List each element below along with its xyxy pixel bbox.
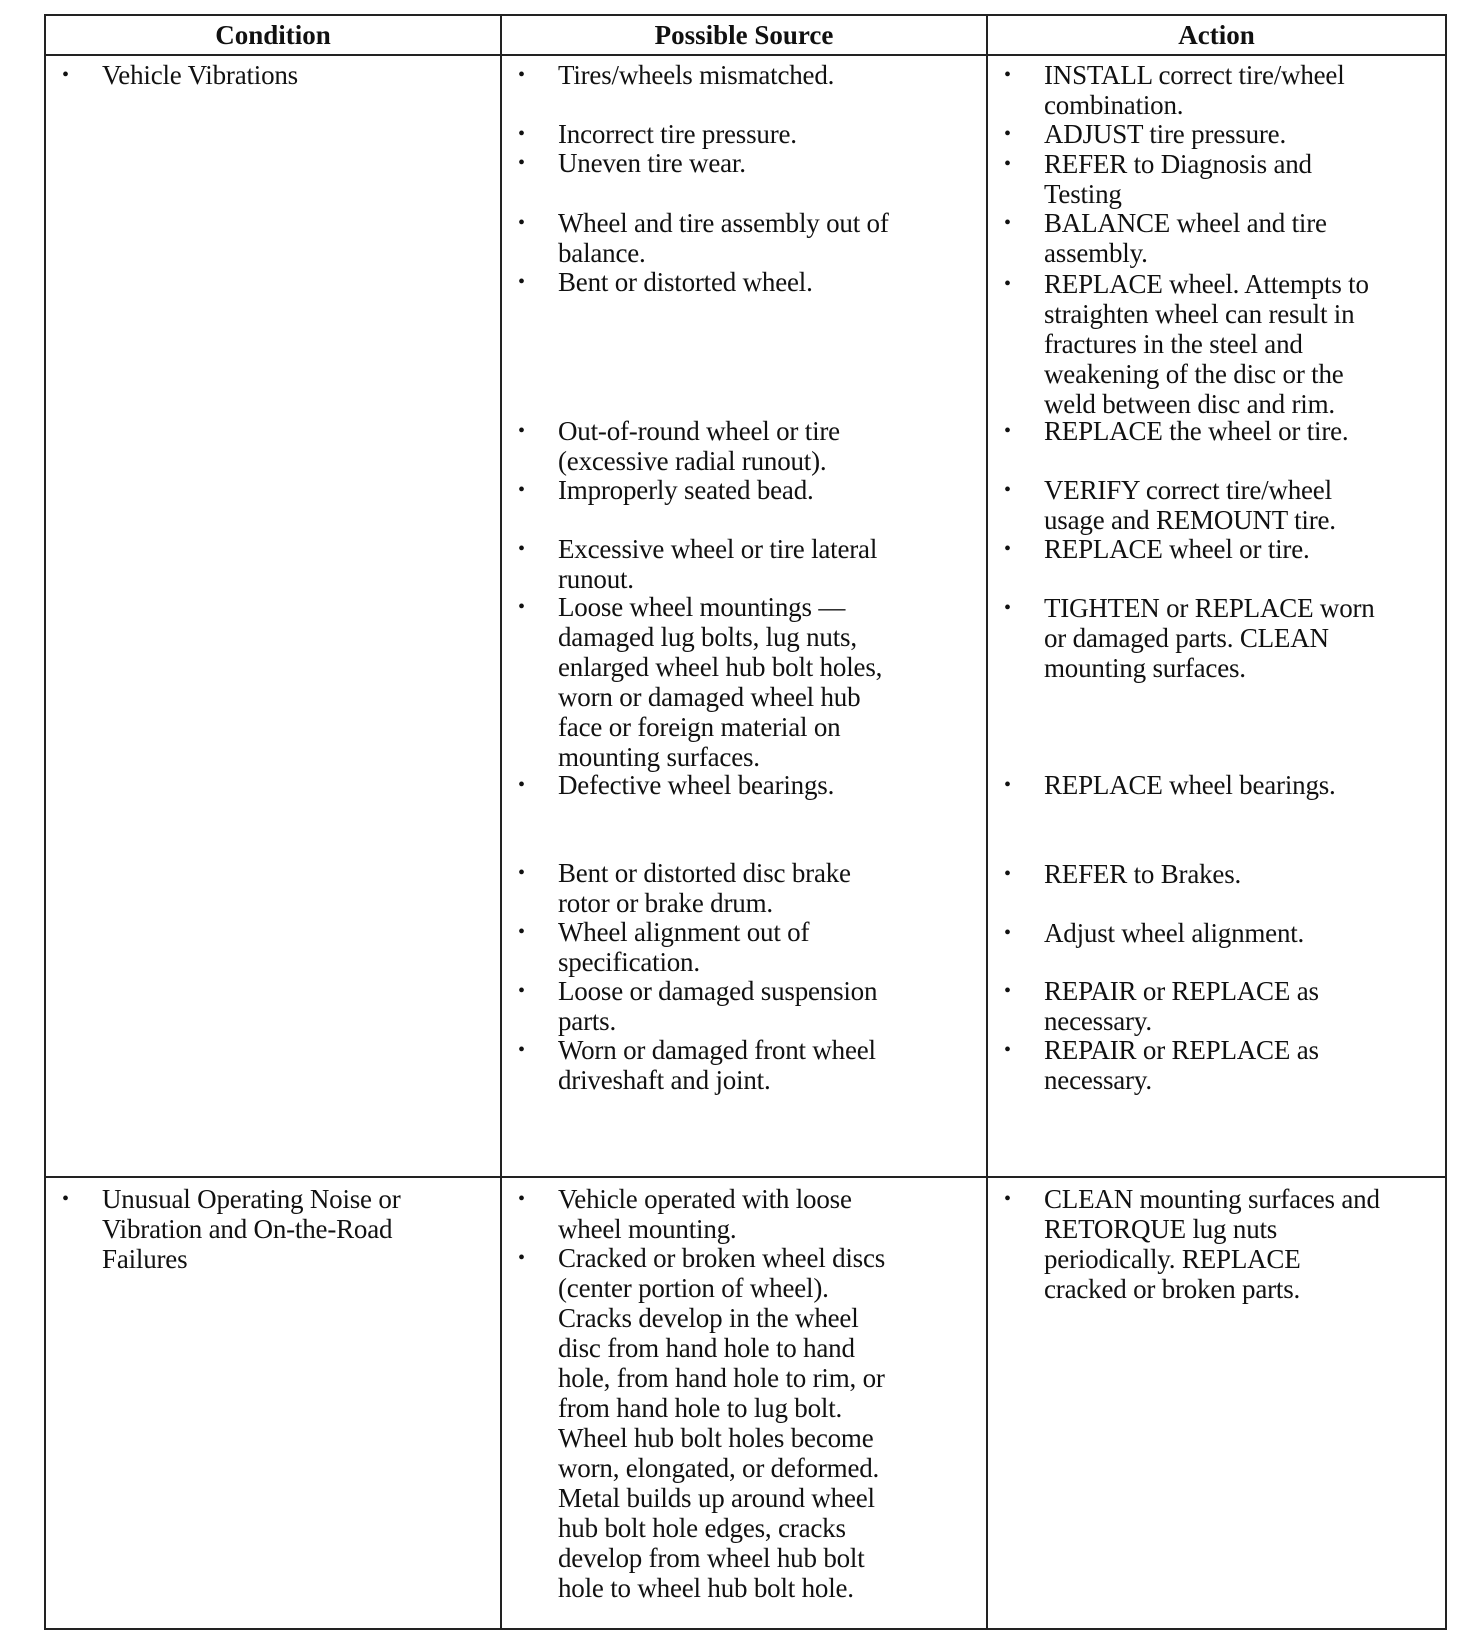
source-item: • Vehicle operated with loose wheel mounting.: [518, 1184, 852, 1244]
bullet-icon: •: [518, 862, 525, 884]
condition-cell: [46, 56, 502, 1176]
action-item: • REPLACE wheel. Attempts to straighten wheel can result in fractures in the steel and weakening of the disc or the weld between disc and rim.: [1004, 269, 1369, 419]
bullet-icon: •: [518, 212, 525, 234]
bullet-icon: •: [518, 1247, 525, 1269]
condition-cell: [46, 1178, 502, 1628]
action-item: • REPAIR or REPLACE as necessary.: [1004, 1035, 1319, 1095]
bullet-icon: •: [518, 479, 525, 501]
action-cell: [988, 56, 1445, 1176]
header-condition: Condition: [46, 16, 502, 54]
condition-item: • Vehicle Vibrations: [62, 60, 298, 90]
action-item: • REPLACE wheel bearings.: [1004, 770, 1336, 800]
bullet-icon: •: [518, 420, 525, 442]
source-cell: [502, 1178, 988, 1628]
diagnosis-table: [44, 14, 1447, 1630]
source-item: • Cracked or broken wheel discs (center portion of wheel). Cracks develop in the wheel disc from hand hole to hand hole, from hand hole to rim, or from hand hole to lug bolt. Wheel hub bolt holes become worn, elongated, or deformed. Metal builds up around wheel hub bolt hole edges, cracks develop from wheel hub bolt hole to wheel hub bolt hole.: [518, 1243, 886, 1603]
action-item: • INSTALL correct tire/wheel combination.: [1004, 60, 1345, 120]
source-item: • Defective wheel bearings.: [518, 770, 835, 800]
bullet-icon: •: [518, 538, 525, 560]
bullet-icon: •: [1004, 420, 1011, 442]
action-item: • REPAIR or REPLACE as necessary.: [1004, 976, 1319, 1036]
source-item: • Loose wheel mountings — damaged lug bolts, lug nuts, enlarged wheel hub bolt holes, worn or damaged wheel hub face or foreign material on mounting surfaces.: [518, 592, 883, 772]
action-item: • REFER to Brakes.: [1004, 859, 1242, 889]
source-item: • Tires/wheels mismatched.: [518, 60, 835, 90]
bullet-icon: •: [1004, 212, 1011, 234]
source-item: • Uneven tire wear.: [518, 148, 746, 178]
bullet-icon: •: [518, 921, 525, 943]
action-item: • REPLACE the wheel or tire.: [1004, 416, 1349, 446]
bullet-icon: •: [518, 980, 525, 1002]
bullet-icon: •: [518, 774, 525, 796]
bullet-icon: •: [1004, 774, 1011, 796]
bullet-icon: •: [518, 152, 525, 174]
source-item: • Worn or damaged front wheel driveshaft and joint.: [518, 1035, 876, 1095]
source-item: • Bent or distorted wheel.: [518, 267, 813, 297]
source-item: • Wheel alignment out of specification.: [518, 917, 810, 977]
source-item: • Loose or damaged suspension parts.: [518, 976, 878, 1036]
bullet-icon: •: [1004, 1188, 1011, 1210]
source-cell: [502, 56, 988, 1176]
bullet-icon: •: [518, 1188, 525, 1210]
action-item: • TIGHTEN or REPLACE worn or damaged parts. CLEAN mounting surfaces.: [1004, 593, 1375, 683]
bullet-icon: •: [62, 1188, 69, 1210]
source-item: • Improperly seated bead.: [518, 475, 814, 505]
source-item: • Out-of-round wheel or tire (excessive radial runout).: [518, 416, 840, 476]
bullet-icon: •: [1004, 863, 1011, 885]
bullet-icon: •: [1004, 922, 1011, 944]
source-item: • Excessive wheel or tire lateral runout.: [518, 534, 878, 594]
action-item: • ADJUST tire pressure.: [1004, 119, 1287, 149]
action-item: • CLEAN mounting surfaces and RETORQUE lug nuts periodically. REPLACE cracked or broken parts.: [1004, 1184, 1380, 1304]
header-action: Action: [1178, 19, 1255, 50]
bullet-icon: •: [518, 1039, 525, 1061]
source-item: • Wheel and tire assembly out of balance.: [518, 208, 889, 268]
bullet-icon: •: [1004, 64, 1011, 86]
bullet-icon: •: [1004, 1039, 1011, 1061]
table-row: [46, 1178, 1445, 1628]
action-item: • Adjust wheel alignment.: [1004, 918, 1305, 948]
bullet-icon: •: [518, 123, 525, 145]
source-item: • Incorrect tire pressure.: [518, 119, 797, 149]
header-possible-source: Possible Source: [502, 16, 988, 54]
action-cell: [988, 1178, 1445, 1628]
bullet-icon: •: [518, 64, 525, 86]
action-item: • REPLACE wheel or tire.: [1004, 534, 1310, 564]
bullet-icon: •: [1004, 597, 1011, 619]
bullet-icon: •: [518, 271, 525, 293]
action-item: • VERIFY correct tire/wheel usage and REMOUNT tire.: [1004, 475, 1336, 535]
bullet-icon: •: [1004, 273, 1011, 295]
bullet-icon: •: [1004, 980, 1011, 1002]
condition-item: • Unusual Operating Noise or Vibration and On-the-Road Failures: [62, 1184, 401, 1274]
action-item: • BALANCE wheel and tire assembly.: [1004, 208, 1327, 268]
bullet-icon: •: [1004, 479, 1011, 501]
source-item: • Bent or distorted disc brake rotor or brake drum.: [518, 858, 851, 918]
bullet-icon: •: [1004, 123, 1011, 145]
table-row: [46, 56, 1445, 1178]
action-item: • REFER to Diagnosis and Testing: [1004, 149, 1312, 209]
bullet-icon: •: [62, 64, 69, 86]
table-header-row: [46, 16, 1445, 56]
bullet-icon: •: [518, 596, 525, 618]
bullet-icon: •: [1004, 153, 1011, 175]
bullet-icon: •: [1004, 538, 1011, 560]
